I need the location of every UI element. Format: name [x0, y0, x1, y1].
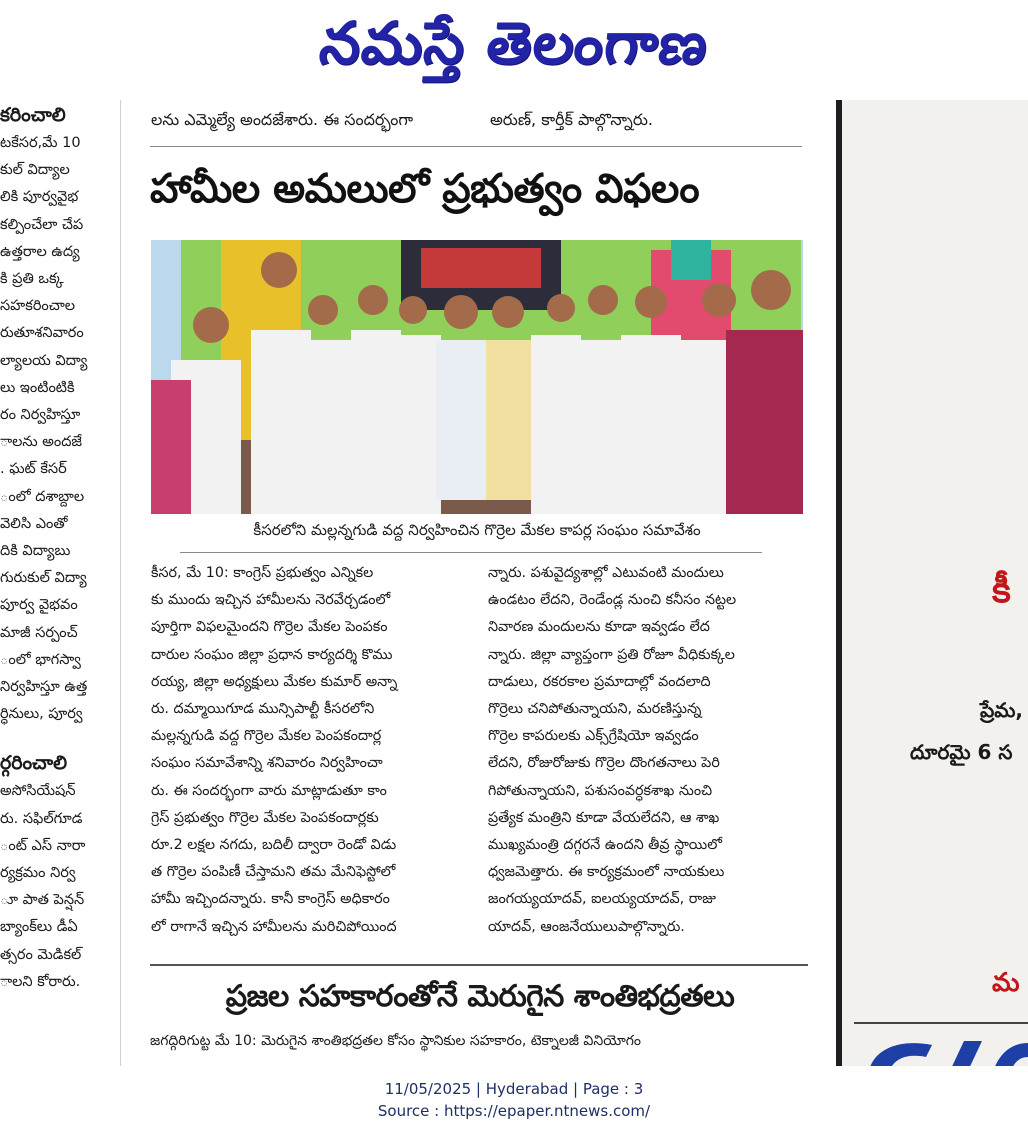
- left-text-line: ల్యాలయ విద్యా: [0, 352, 88, 369]
- article-text-line: ధ్వజమెత్తారు. ఈ కార్యక్రమంలో నాయకులు: [488, 864, 725, 881]
- left-text-line: త్సరం మెడికల్: [0, 946, 82, 963]
- left-text-line: ంట్ ఎస్ నారా: [0, 837, 86, 854]
- left-text-line: . ఘట్ కేసర్: [0, 461, 67, 478]
- article-text-line: త గొర్రెల పంపిణీ చేస్తామని తమ మేనిఫెస్టోలో: [151, 864, 396, 881]
- article-text-line: నివారణ మందులను కూడా ఇవ్వడం లేద: [488, 619, 710, 636]
- left-text-line: నిర్వహిస్తూ ఉత్త: [0, 679, 88, 696]
- left-text-line: కి ప్రతి ఒక్క: [0, 271, 64, 288]
- left-text-line: ఉత్తరాల ఉద్య: [0, 243, 80, 260]
- article2-lead: జగద్గిరిగుట్ట మే 10: మెరుగైన శాంతిభద్రతల కోసం స్థానికుల సహకారం, టెక్నాలజీ వినియోగం: [150, 1033, 641, 1049]
- article-body-column-1: [151, 560, 473, 941]
- article-text-line: దారుల సంఘం జిల్లా ప్రధాన కార్యదర్శి కొము: [151, 646, 393, 663]
- left-body-1: [0, 130, 112, 728]
- left-text-line: కల్పించేలా చేప: [0, 216, 84, 233]
- article-text-line: లేదని, రోజురోజుకు గొర్రెల దొంగతనాలు పెరి: [488, 755, 720, 772]
- article-text-line: రు. దమ్మాయిగూడ మున్సిపాల్టీ కీసరలోని: [151, 701, 375, 718]
- photo-caption: కీసరలోని మల్లన్నగుడి వద్ద నిర్వహించిన గొర్రెల మేకల కాపర్ల సంఘం సమావేశం: [253, 521, 701, 539]
- left-text-line: ంలో దశాబ్దాల: [0, 488, 85, 505]
- article-text-line: దాడులు, రకరకాల ప్రమాదాల్లో వందలాది: [488, 673, 711, 690]
- article-text-line: గ్రెస్ ప్రభుత్వం గొర్రెల మేకల పెంపకందార్లకు: [151, 809, 379, 826]
- group-photo-illustration: [151, 240, 803, 514]
- left-text-line: రం నిర్వహిస్తూ: [0, 407, 81, 424]
- left-text-line: అసోసియేషన్: [0, 783, 76, 800]
- masthead: [0, 0, 1028, 100]
- article-text-line: గొర్రెల కాపరులకు ఎక్స్‌గ్రేషియో ఇవ్వడం: [488, 728, 699, 745]
- left-text-line: రు. సఫిల్‌గూడ: [0, 810, 83, 827]
- left-text-line: సహకరించాల: [0, 298, 76, 315]
- left-column-article: [0, 100, 112, 1066]
- ad-red-heading: కీ: [992, 570, 1011, 611]
- left-body-2: [0, 778, 112, 996]
- article-text-line: సంఘం సమావేశాన్ని శనివారం నిర్వహించా: [151, 755, 383, 772]
- source-link[interactable]: Source : https://epaper.ntnews.com/: [377, 1102, 651, 1120]
- ad-line-1: ప్రేమ,: [980, 698, 1023, 722]
- article-text-line: పూర్తిగా విఫలమైందని గొర్రెల మేకల పెంపకం: [151, 619, 388, 636]
- edition-date-line: 11/05/2025 | Hyderabad | Page : 3: [384, 1080, 644, 1098]
- left-text-line: ంలో భాగస్వా: [0, 651, 81, 668]
- article-text-line: యాదవ్, ఆంజనేయులుపాల్గొన్నారు.: [488, 918, 685, 935]
- left-text-line: దికి విద్యాబు: [0, 543, 71, 560]
- left-text-line: లు ఇంటింటికి: [0, 379, 75, 396]
- left-text-line: వెలిసి ఎంతో: [0, 515, 68, 532]
- caption-rule: [180, 552, 762, 553]
- article-text-line: న్నారు. జిల్లా వ్యాప్తంగా ప్రతి రోజూ వీధికుక్కల: [488, 646, 735, 663]
- article-text-line: జంగయ్యయాదవ్, ఐలయ్యయాదవ్, రాజు: [488, 891, 716, 908]
- left-text-line: ర్ధినులు, పూర్వ: [0, 706, 83, 723]
- left-text-line: టకేసర,మే 10: [0, 135, 81, 151]
- top-strip-left: లను ఎమ్మెల్యే అందజేశారు. ఈ సందర్భంగా: [151, 110, 414, 129]
- left-text-line: కుల్ విద్యాల: [0, 162, 70, 179]
- page-footer: [0, 1078, 1028, 1122]
- article-text-line: కీసర, మే 10: కాంగ్రెస్ ప్రభుత్వం ఎన్నికల: [151, 565, 374, 581]
- article-text-line: ప్రత్యేక మంత్రిని కూడా వేయలేదని, ఆ శాఖ: [488, 809, 720, 826]
- left-heading-2: ర్గరించాలి: [0, 752, 68, 775]
- article2-headline: ప్రజల సహకారంతోనే మెరుగైన శాంతిభద్రతలు: [225, 979, 735, 1014]
- ad-rule: [854, 1022, 1028, 1024]
- ad-line-2: దూరమై 6 స: [910, 740, 1013, 764]
- column-divider: [120, 100, 121, 1066]
- article-text-line: రూ.2 లక్షల నగదు, బదిలీ ద్వారా రెండో విడు: [151, 837, 397, 854]
- article-text-line: న్నారు. పశువైద్యశాల్లో ఎటువంటి మందులు: [488, 565, 724, 581]
- newspaper-title: నమస్తే తెలంగాణ: [316, 9, 712, 77]
- ad-red-subheading: మ: [992, 968, 1020, 998]
- article-text-line: రయ్య, జిల్లా అధ్యక్షులు మేకల కుమార్ అన్నా: [151, 673, 398, 690]
- top-strip-right: అరుణ్, కార్తీక్ పాల్గొన్నారు.: [490, 110, 653, 129]
- article-text-line: గొర్రెలు చనిపోతున్నాయని, మరణిస్తున్న: [488, 701, 702, 718]
- section-rule: [150, 964, 808, 966]
- article-body-column-2: [488, 560, 810, 941]
- left-text-line: రుతూశనివారం: [0, 325, 84, 342]
- left-text-line: ాలని కోరారు.: [0, 973, 81, 990]
- left-text-line: గురుకుల్ విద్యా: [0, 570, 87, 587]
- article-text-line: కు ముందు ఇచ్చిన హామీలను నెరవేర్చడంలో: [151, 592, 391, 609]
- left-text-line: ూ పాత పెన్షన్: [0, 892, 85, 909]
- article-text-line: రు. ఈ సందర్భంగా వారు మాట్లాడుతూ కాం: [151, 782, 387, 799]
- left-text-line: మాజీ సర్పంచ్: [0, 624, 78, 641]
- left-text-line: ాలను అందజే: [0, 434, 83, 451]
- article-text-line: ముఖ్యమంత్రి దగ్గరనే ఉందని తీవ్ర స్థాయిలో: [488, 837, 722, 854]
- top-rule: [150, 146, 802, 147]
- article-headline: హామీల అమలులో ప్రభుత్వం విఫలం: [150, 166, 700, 212]
- article-text-line: గిపోతున్నాయని, పశుసంవర్ధకశాఖ నుంచి: [488, 782, 713, 799]
- article-photo: [151, 240, 803, 514]
- left-text-line: బ్యాంక్‌లు డీఏ: [0, 919, 78, 936]
- article-text-line: లో రాగానే ఇచ్చిన హామీలను మరిచిపోయింద: [151, 918, 397, 935]
- left-text-line: ర్యక్రమం నిర్వ: [0, 865, 76, 882]
- ad-logo-graphic: [862, 1035, 1028, 1066]
- article-text-line: మల్లన్నగుడి వద్ద గొర్రెల మేకల పెంపకందార్ల: [151, 728, 382, 745]
- left-heading-1: కరించాలి: [0, 104, 66, 126]
- right-advertisement-panel: [842, 100, 1028, 1066]
- article-text-line: హామీ ఇచ్చిందన్నారు. కానీ కాంగ్రెస్ అధికారం: [151, 891, 390, 908]
- article-text-line: ఉండటం లేదని, రెండేండ్ల నుంచి కనీసం నట్టల: [488, 592, 737, 609]
- left-text-line: లికి పూర్వవైభ: [0, 189, 79, 206]
- left-text-line: పూర్వ వైభవం: [0, 597, 78, 614]
